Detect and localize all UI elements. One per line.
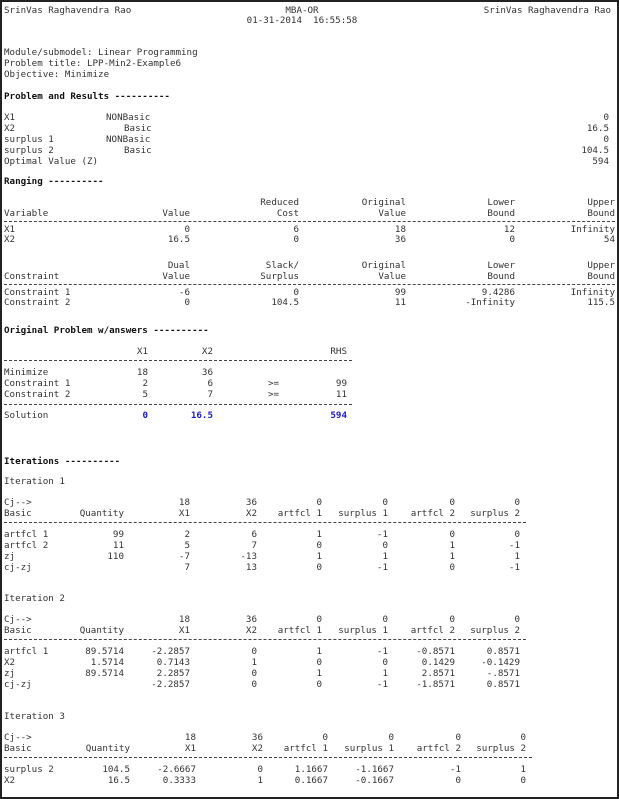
iteration-header: surplus 1 — [338, 625, 388, 636]
ranging-header: Upper — [587, 260, 615, 271]
ranging-header: Value — [162, 271, 190, 282]
original-header: RHS — [330, 346, 347, 357]
iteration-header: surplus 1 — [338, 508, 388, 519]
ranging-header: Upper — [587, 197, 615, 208]
original-divider — [4, 404, 352, 405]
iteration-cell: 2.2857 — [156, 668, 190, 679]
cj-value: 0 — [514, 497, 520, 508]
iteration-header: artfcl 2 — [416, 743, 461, 754]
original-cell: 36 — [201, 367, 213, 378]
iteration-header: X2 — [245, 508, 257, 519]
section-iterations: Iterations ---------- — [4, 456, 121, 467]
cj-value: 0 — [322, 732, 328, 743]
ranging-cell: 115.5 — [587, 297, 615, 308]
iteration-header: X1 — [184, 743, 196, 754]
iteration-header: artfcl 1 — [277, 625, 322, 636]
iteration-title: Iteration 1 — [4, 476, 65, 487]
ranging-cell: -6 — [178, 287, 190, 298]
cj-value: 18 — [178, 497, 190, 508]
ranging-divider — [4, 284, 615, 285]
iteration-cell: 1.5714 — [90, 657, 124, 668]
iteration-cell: 0 — [382, 540, 388, 551]
result-status: NONBasic — [106, 112, 151, 123]
iteration-cell: 1 — [316, 551, 322, 562]
iteration-cell: 1 — [251, 657, 257, 668]
iteration-cell: 1 — [520, 764, 526, 775]
original-row-label: Minimize — [4, 367, 49, 378]
result-value: 0 — [603, 112, 609, 123]
original-cell: 18 — [136, 367, 148, 378]
iteration-cell: 0 — [251, 668, 257, 679]
iteration-cell: 1 — [449, 551, 455, 562]
iteration-header: surplus 2 — [470, 508, 520, 519]
cj-value: 0 — [449, 614, 455, 625]
iteration-header: Basic — [4, 508, 32, 519]
iteration-cell: 0 — [449, 562, 455, 573]
iteration-cell: 0.8571 — [486, 679, 520, 690]
cj-value: 36 — [245, 497, 257, 508]
iteration-title: Iteration 3 — [4, 711, 65, 722]
iteration-cell: -0.8571 — [416, 646, 455, 657]
iteration-cell: 0 — [316, 540, 322, 551]
result-name: X1 — [4, 112, 16, 123]
iteration-cell: 1 — [316, 529, 322, 540]
iteration-header: Quantity — [79, 625, 124, 636]
original-header: X1 — [136, 346, 148, 357]
ranging-cell: 0 — [184, 297, 190, 308]
ranging-cell: 0 — [509, 234, 515, 245]
iteration-divider — [4, 639, 526, 640]
iteration-cell: 6 — [251, 529, 257, 540]
iteration-header: X2 — [245, 625, 257, 636]
iteration-cell: 0.1429 — [421, 657, 455, 668]
iteration-cell: 0 — [514, 529, 520, 540]
ranging-header: Reduced — [260, 197, 299, 208]
iteration-row-label: zj — [4, 551, 16, 562]
original-divider — [4, 360, 352, 361]
iteration-cell: 0 — [455, 775, 461, 786]
iteration-cell: 1 — [449, 540, 455, 551]
ranging-header: Original — [361, 260, 406, 271]
ranging-cell: 0 — [293, 234, 299, 245]
ranging-header: Bound — [487, 271, 515, 282]
solution-label: Solution — [4, 410, 49, 421]
iteration-cell: 0 — [251, 679, 257, 690]
original-row-label: Constraint 2 — [4, 389, 71, 400]
header-title: MBA-OR — [285, 5, 319, 16]
iteration-header: Basic — [4, 625, 32, 636]
ranging-cell: 36 — [394, 234, 406, 245]
ranging-row-label: Constraint 2 — [4, 297, 71, 308]
cj-value: 0 — [316, 614, 322, 625]
ranging-header: Bound — [587, 271, 615, 282]
section-original-problem: Original Problem w/answers ---------- — [4, 325, 209, 336]
iteration-cell: 0 — [251, 646, 257, 657]
ranging-cell: 16.5 — [167, 234, 190, 245]
original-row-label: Constraint 1 — [4, 378, 71, 389]
ranging-header: Lower — [487, 260, 515, 271]
iteration-divider — [4, 757, 532, 758]
iteration-cell: -2.6667 — [157, 764, 196, 775]
iteration-cell: -.8571 — [486, 668, 520, 679]
original-relation: >= — [268, 389, 280, 400]
ranging-header: Constraint — [4, 271, 60, 282]
ranging-header: Slack/ — [265, 260, 299, 271]
ranging-cell: Infinity — [570, 224, 615, 235]
iteration-cell: 5 — [184, 540, 190, 551]
iteration-header: surplus 1 — [344, 743, 394, 754]
iteration-cell: -1 — [376, 646, 388, 657]
iteration-cell: -1.1667 — [355, 764, 394, 775]
iteration-cell: 0.8571 — [486, 646, 520, 657]
ranging-cell: -Infinity — [465, 297, 515, 308]
ranging-cell: 6 — [293, 224, 299, 235]
cj-value: 36 — [245, 614, 257, 625]
result-name: surplus 2 — [4, 145, 54, 156]
iteration-cell: 0.1667 — [294, 775, 328, 786]
iteration-cell: 89.5714 — [85, 646, 124, 657]
iteration-row-label: X2 — [4, 775, 16, 786]
original-header: X2 — [201, 346, 213, 357]
iteration-row-label: cj-zj — [4, 562, 32, 573]
ranging-row-label: Constraint 1 — [4, 287, 71, 298]
ranging-header: Value — [378, 271, 406, 282]
ranging-header: Original — [361, 197, 406, 208]
iteration-cell: 7 — [184, 562, 190, 573]
ranging-cell: 104.5 — [271, 297, 299, 308]
ranging-cell: Infinity — [570, 287, 615, 298]
iteration-cell: 1 — [316, 646, 322, 657]
cj-value: 36 — [251, 732, 263, 743]
iteration-cell: 1.1667 — [294, 764, 328, 775]
iteration-cell: 0 — [316, 562, 322, 573]
iteration-cell: -0.1667 — [355, 775, 394, 786]
original-cell: 7 — [207, 389, 213, 400]
result-value: 0 — [603, 134, 609, 145]
ranging-row-label: X2 — [4, 234, 16, 245]
iteration-cell: 0 — [382, 657, 388, 668]
section-problem-results: Problem and Results ---------- — [4, 91, 170, 102]
iteration-cell: 89.5714 — [85, 668, 124, 679]
iteration-cell: 1 — [316, 668, 322, 679]
iteration-cell: -1 — [376, 562, 388, 573]
iteration-cell: 1 — [382, 551, 388, 562]
iteration-cell: -1.8571 — [416, 679, 455, 690]
ranging-header: Surplus — [260, 271, 299, 282]
ranging-cell: 99 — [394, 287, 406, 298]
iteration-cell: 0.7143 — [156, 657, 190, 668]
iteration-header: artfcl 1 — [283, 743, 328, 754]
ranging-cell: 9.4286 — [481, 287, 515, 298]
iteration-header: surplus 2 — [470, 625, 520, 636]
ranging-cell: 0 — [293, 287, 299, 298]
cj-value: 0 — [388, 732, 394, 743]
iteration-cell: 11 — [112, 540, 124, 551]
cj-value: 0 — [382, 497, 388, 508]
cj-value: 0 — [316, 497, 322, 508]
ranging-divider — [4, 221, 615, 222]
ranging-header: Value — [162, 208, 190, 219]
iteration-header: artfcl 1 — [277, 508, 322, 519]
result-status: Basic — [124, 145, 152, 156]
iteration-title: Iteration 2 — [4, 593, 65, 604]
cj-value: 18 — [178, 614, 190, 625]
iteration-cell: 1 — [382, 668, 388, 679]
original-cell: 99 — [335, 378, 347, 389]
solution-value: 0 — [142, 410, 148, 421]
iteration-cell: 1 — [257, 775, 263, 786]
result-value: 16.5 — [586, 123, 609, 134]
iteration-row-label: artfcl 2 — [4, 540, 49, 551]
module-line: Module/submodel: Linear Programming — [4, 47, 198, 58]
iteration-cell: 0.3333 — [162, 775, 196, 786]
ranging-row-label: X1 — [4, 224, 16, 235]
iteration-cell: 7 — [251, 540, 257, 551]
ranging-header: Cost — [276, 208, 299, 219]
objective-line: Objective: Minimize — [4, 69, 110, 80]
iteration-header: X1 — [178, 508, 190, 519]
iteration-cell: 0 — [316, 657, 322, 668]
iteration-row-label: zj — [4, 668, 16, 679]
iteration-cell: 2 — [184, 529, 190, 540]
iteration-cell: -1 — [376, 529, 388, 540]
iteration-divider — [4, 522, 526, 523]
ranging-cell: 12 — [503, 224, 515, 235]
result-value: 594 — [592, 156, 609, 167]
iteration-header: surplus 2 — [476, 743, 526, 754]
iteration-cell: 1 — [514, 551, 520, 562]
cj-value: 0 — [382, 614, 388, 625]
original-relation: >= — [268, 378, 280, 389]
iteration-header: artfcl 2 — [410, 508, 455, 519]
iteration-cell: 99 — [112, 529, 124, 540]
result-value: 104.5 — [581, 145, 609, 156]
iteration-header: Quantity — [85, 743, 130, 754]
iteration-cell: 16.5 — [107, 775, 130, 786]
ranging-cell: 11 — [394, 297, 406, 308]
iteration-cell: -1 — [508, 540, 520, 551]
original-cell: 6 — [207, 378, 213, 389]
ranging-header: Bound — [587, 208, 615, 219]
iteration-cell: 0 — [316, 679, 322, 690]
cj-label: Cj--> — [4, 614, 32, 625]
iteration-cell: -7 — [178, 551, 190, 562]
cj-value: 0 — [520, 732, 526, 743]
iteration-cell: 13 — [245, 562, 257, 573]
section-ranging: Ranging ---------- — [4, 176, 104, 187]
result-name: surplus 1 — [4, 134, 54, 145]
ranging-cell: 54 — [603, 234, 615, 245]
ranging-cell: 0 — [184, 224, 190, 235]
iteration-row-label: artfcl 1 — [4, 646, 49, 657]
ranging-header: Variable — [4, 208, 49, 219]
iteration-cell: 104.5 — [102, 764, 130, 775]
problem-title-line: Problem title: LPP-Min2-Example6 — [4, 58, 182, 69]
iteration-cell: -0.1429 — [481, 657, 520, 668]
iteration-cell: -2.2857 — [151, 646, 190, 657]
original-cell: 2 — [142, 378, 148, 389]
cj-label: Cj--> — [4, 497, 32, 508]
iteration-cell: -13 — [240, 551, 257, 562]
result-name: Optimal Value (Z) — [4, 156, 99, 167]
iteration-cell: 0 — [449, 529, 455, 540]
iteration-header: artfcl 2 — [410, 625, 455, 636]
result-status: NONBasic — [106, 134, 151, 145]
iteration-cell: 0 — [520, 775, 526, 786]
iteration-cell: -1 — [376, 679, 388, 690]
ranging-header: Value — [378, 208, 406, 219]
iteration-header: Basic — [4, 743, 32, 754]
cj-label: Cj--> — [4, 732, 32, 743]
header-date: 01-31-2014 16:55:58 — [246, 15, 358, 26]
iteration-row-label: X2 — [4, 657, 16, 668]
iteration-cell: -1 — [508, 562, 520, 573]
iteration-cell: 0 — [257, 764, 263, 775]
cj-value: 18 — [184, 732, 196, 743]
result-name: X2 — [4, 123, 16, 134]
solution-value: 16.5 — [190, 410, 213, 421]
iteration-header: X2 — [251, 743, 263, 754]
iteration-cell: -1 — [449, 764, 461, 775]
ranging-header: Dual — [167, 260, 190, 271]
cj-value: 0 — [514, 614, 520, 625]
iteration-cell: 2.8571 — [421, 668, 455, 679]
original-cell: 5 — [142, 389, 148, 400]
original-cell: 11 — [335, 389, 347, 400]
iteration-cell: -2.2857 — [151, 679, 190, 690]
solution-value: 594 — [330, 410, 347, 421]
iteration-header: Quantity — [79, 508, 124, 519]
iteration-cell: 110 — [107, 551, 124, 562]
cj-value: 0 — [449, 497, 455, 508]
cj-value: 0 — [455, 732, 461, 743]
iteration-row-label: surplus 2 — [4, 764, 54, 775]
result-status: Basic — [124, 123, 152, 134]
ranging-header: Lower — [487, 197, 515, 208]
ranging-header: Bound — [487, 208, 515, 219]
header-left: SrinVas Raghavendra Rao — [4, 5, 132, 16]
header-right: SrinVas Raghavendra Rao — [483, 5, 611, 16]
iteration-row-label: cj-zj — [4, 679, 32, 690]
iteration-row-label: artfcl 1 — [4, 529, 49, 540]
iteration-header: X1 — [178, 625, 190, 636]
ranging-cell: 18 — [394, 224, 406, 235]
